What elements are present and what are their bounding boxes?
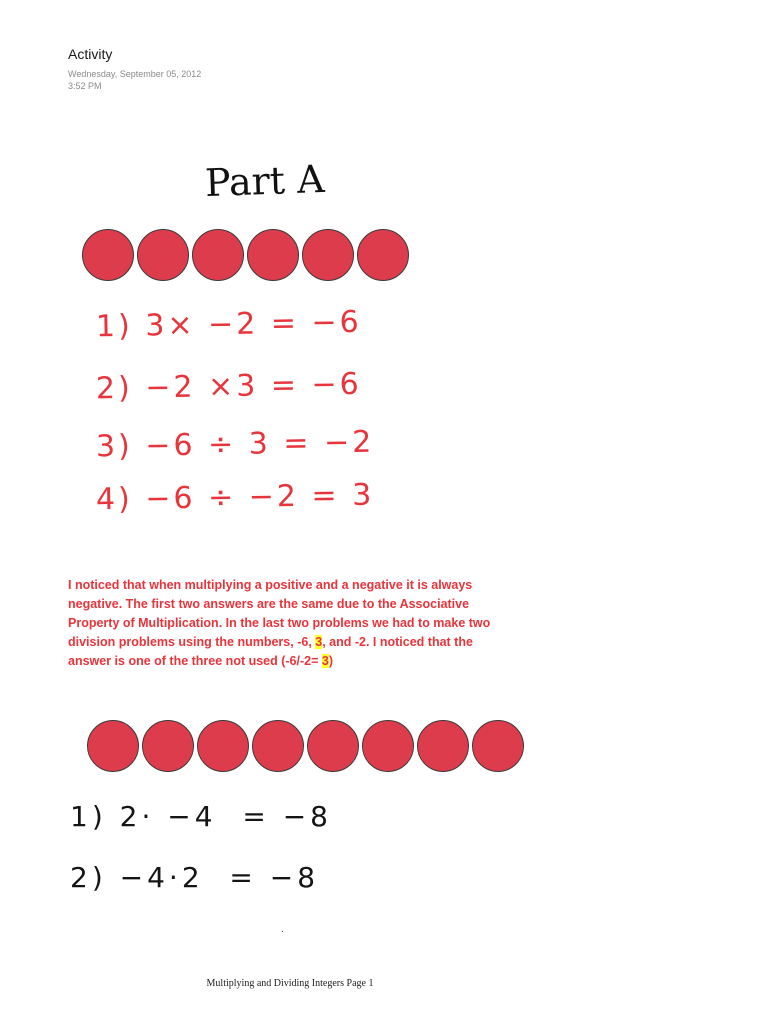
red-counter bbox=[307, 720, 359, 772]
page-date: Wednesday, September 05, 2012 bbox=[68, 69, 202, 79]
equation-b-2: 2) −4·2 = −8 bbox=[70, 861, 320, 894]
equation-a-3: 3) −6 ÷ 3 = −2 bbox=[95, 424, 375, 465]
equation-b-1: 1) 2· −4 = −8 bbox=[70, 800, 332, 833]
note-highlight-1: 3 bbox=[315, 635, 323, 649]
equation-a-2: 2) −2 ×3 = −6 bbox=[95, 366, 363, 407]
red-counter bbox=[472, 720, 524, 772]
page-time: 3:52 PM bbox=[68, 81, 102, 91]
red-counter bbox=[247, 229, 299, 281]
counter-row-part-b bbox=[87, 720, 527, 772]
red-counter bbox=[252, 720, 304, 772]
red-counter bbox=[357, 229, 409, 281]
red-counter bbox=[137, 229, 189, 281]
red-counter bbox=[192, 229, 244, 281]
stray-dot: . bbox=[281, 924, 284, 935]
part-a-title: Part A bbox=[204, 156, 326, 206]
red-counter bbox=[302, 229, 354, 281]
red-counter bbox=[142, 720, 194, 772]
red-counter bbox=[417, 720, 469, 772]
red-counter bbox=[197, 720, 249, 772]
page-title: Activity bbox=[68, 46, 113, 62]
page-footer: Multiplying and Dividing Integers Page 1 bbox=[206, 978, 374, 989]
note-text-2: , and -2. I noticed that the answer is one of the three not used (-6/-2= bbox=[68, 635, 473, 668]
counter-row-part-a bbox=[82, 229, 412, 281]
red-counter bbox=[87, 720, 139, 772]
equation-a-1: 1) 3× −2 = −6 bbox=[95, 304, 363, 345]
note-highlight-2: 3 bbox=[321, 654, 329, 668]
red-counter bbox=[82, 229, 134, 281]
observation-note bbox=[68, 576, 508, 671]
equation-a-4: 4) −6 ÷ −2 = 3 bbox=[95, 477, 375, 518]
note-text-1: I noticed that when multiplying a positive and a negative it is always negative. The first two answers are the same due to the Associative Property of Multiplication. In the last two problems we had to make two division problems using the numbers, -6, bbox=[68, 578, 491, 649]
red-counter bbox=[362, 720, 414, 772]
note-text-3: ) bbox=[328, 654, 333, 668]
